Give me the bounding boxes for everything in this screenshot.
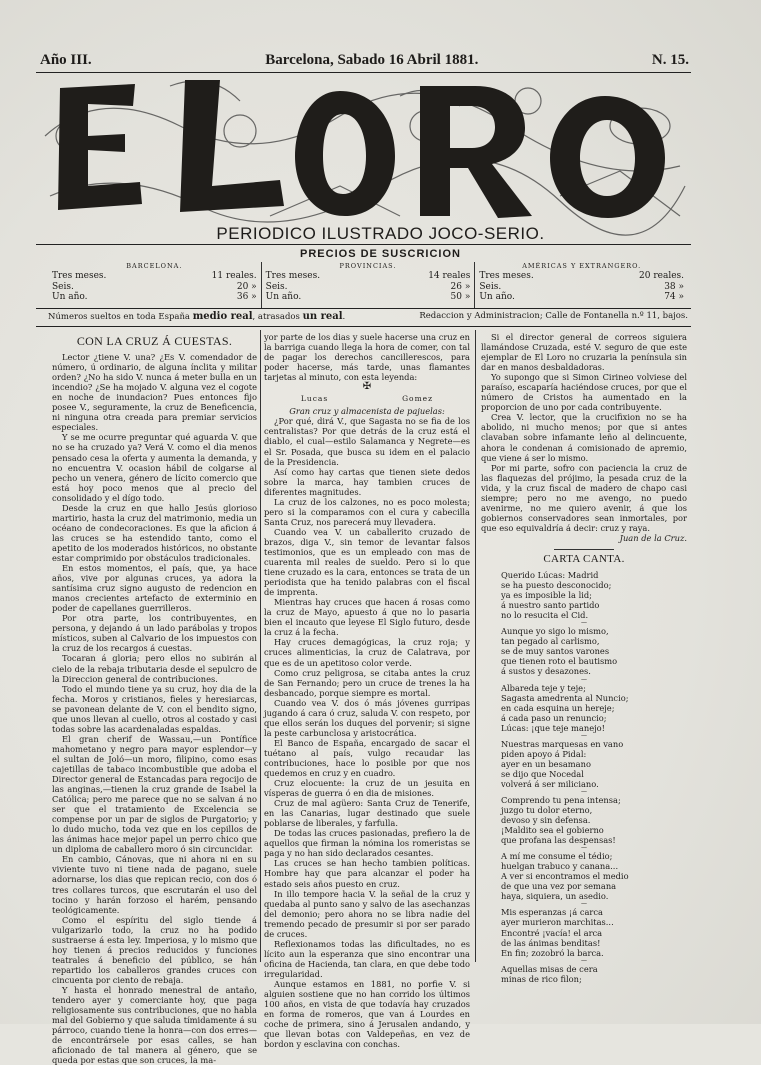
top-rule bbox=[36, 72, 691, 73]
paragraph: Yo supongo que si Simon Cirineo volviese del paraíso, escaparía haciéndose cruces, por que el número de Cristos ha aumentado en la proporcion de uno por cada contribuyente. bbox=[481, 372, 687, 413]
subscription-title: PRECIOS DE SUSCRICION bbox=[300, 248, 461, 260]
paragraph: Cuando vea V. un caballerito cruzado de brazos, diga V., sin temor de levantar falsos testimonios, que es un empleado con mas de cuarenta mil reales de sueldo. Pero si lo que tiene cruzado es la cara, entonces se trata de un periodista que ha tenido palabras con el fiscal de imprenta. bbox=[264, 526, 470, 598]
paragraph: El Banco de España, encargado de sacar el tuétano al país, vulgo recaudar las contribuciones, hace lo posible por que nos quedemos en cruz y en cuadro. bbox=[264, 737, 470, 779]
year-label: Año III. bbox=[40, 52, 92, 68]
section-divider bbox=[554, 549, 614, 550]
article-title: CON LA CRUZ Á CUESTAS. bbox=[76, 334, 233, 348]
paragraph: El gran cherif de Wassau,—un Pontífice mahometano y negro para mayor esplendor—y el sultan de Joló—un moro, filipino, como esas cajetillas de tabaco incombustible que adoba el Director general de Estancadas para regocijo de las anginas,—tienen la cruz grande de Isabel la Católica; pero me parece que no se salvan á no ser que el tratamiento de Excelencia se compense por un par de siglos de Purgatorio; y lo dudo mucho, toda vez que en los cepillos de las ánimas hace mejor papel un perro chico que un diploma de caballero moro ó sin circuncidar. bbox=[52, 733, 257, 855]
paragraph: Por otra parte, los contribuyentes, en persona, y dejando á un lado parábolas y tropos místicos, suben al Calvario de los impuestos con la cruz de los recargos á cuestas. bbox=[52, 613, 257, 654]
column-rule-2 bbox=[475, 330, 476, 962]
header-line bbox=[40, 52, 689, 69]
paragraph: Todo el mundo tiene ya su cruz, hoy dia de la fecha. Moros y cristianos, fieles y heresiarcas, se pavonean delante de V. con el bendito signo, que unos llevan al cuello, otros al costado y casi todas sobre las acardenaladas espaldas. bbox=[52, 683, 257, 734]
masthead-subtitle: PERIODICO ILUSTRADO JOCO-SERIO. bbox=[216, 224, 545, 243]
column-1 bbox=[52, 332, 257, 1065]
rates-provincias: PROVINCIAS. Tres meses. 14 reales Seis. 26 » Un año. 50 » bbox=[261, 262, 475, 308]
paragraph: ¿Por qué, dirá V., que Sagasta no se fia de los centralistas? Por que detrás de la cruz está el diablo, el cual—estilo Salamanca y Negrete—es el Sr. Posada, que busca su idem en el palacio de la Presidencia. bbox=[264, 416, 470, 467]
paragraph: Cuando vea V. dos ó más jóvenes gurripas jugando á cara ó cruz, saluda V. con respeto, por que ellos serán los duques del porvenir; si signe la peste carbunclosa y aristocrática. bbox=[264, 697, 470, 738]
paragraph: Como el espíritu del siglo tiende á vulgarizarlo todo, la cruz no ha podido sustraerse á esta ley. Imperiosa, y lo mismo que hoy tienen á precios reducidos y funciones teatrales á beneficio del público, se hán repartido los caballeros grandes cruces con cincuenta por ciento de rebaja. bbox=[52, 914, 257, 985]
card-name: Lucas Gomez bbox=[300, 394, 434, 404]
price-notice: Números sueltos en toda España medio real, atrasados un real. bbox=[48, 311, 346, 322]
paragraph: De todas las cruces pasionadas, prefiero la de aquellos que firman la nómina los romeristas se paga y no han sido declarados cesantes. bbox=[264, 828, 470, 859]
rates-barcelona: BARCELONA. Tres meses. 11 reales. Seis. 20 » Un año. 36 » bbox=[52, 262, 257, 302]
paragraph: Como cruz peligrosa, se citaba antes la cruz de San Fernando; pero un cruce de trenes la ha desbancado, porque siempre es mortal. bbox=[264, 667, 470, 698]
card-line: Gran cruz y almacenista de pajuelas: bbox=[289, 406, 445, 417]
column-rule-1 bbox=[260, 330, 261, 962]
subtitle-rule bbox=[36, 244, 691, 245]
cross-symbol: ✠ bbox=[362, 381, 372, 393]
paragraph: Reflexionamos todas las dificultades, no es lícito aun la esperanza que sino encontrar una oficina de Hacienda, tan clara, en que debe todo irregularidad. bbox=[264, 938, 470, 979]
paragraph: Y se me ocurre preguntar qué aguarda V. que no se ha cruzado ya? Verá V. como el dia menos pensado cesa la oferta y aumenta la demanda, y no encuentra V. ocasion hábil de colgarse al pecho un venera, género de lícito comercio que está hoy poco menos que al precio del consolidado y el dígo todo. bbox=[52, 432, 257, 503]
paragraph: Desde la cruz en que hallo Jesús glorioso martirio, hasta la cruz del matrimonio, media un océano de condecoraciones. Es que la aficion á las cruces se ha estendido tanto, como el apetito de los moderados históricos, no obstante estar comprimido por obstáculos tradicionales. bbox=[52, 502, 257, 563]
paragraph: In illo tempore hacia V. la señal de la cruz y quedaba al punto sano y salvo de las asechanzas del demonio; pero ahora no se libra nadie del tremendo pecado de presumir si por ser parado de cruces. bbox=[264, 888, 470, 939]
address-notice: Redaccion y Administracion; Calle de Fontanella n.º 11, bajos. bbox=[419, 311, 688, 321]
column-3 bbox=[481, 332, 687, 984]
paragraph: En estos momentos, el país, que, ya hace años, vive por algunas cruces, ya adora la santísima cruz signo augusto de redencion en manos crecientes artefacto de exterminio en poder de capellanes guerrilleros. bbox=[52, 563, 257, 614]
paragraph: Si el director general de correos siguiera llamándose Cruzada, esté V. seguro de que este ejemplar de El Loro no cruzaria la península sin dar en manos desbaldadoras. bbox=[481, 332, 687, 373]
issue-number: N. 15. bbox=[651, 52, 689, 68]
paragraph: Aunque estamos en 1881, no porfie V. si alguien sostiene que no han corrido los últimos 100 años, en vista de que todavía hay cruzados en forma de romeros, que van á Lourdes en coche de primera, sino á Jerusalen andando, y que llevan botas con Valdepeñas, en vez de bordon y esclavina con conchas. bbox=[264, 979, 470, 1050]
paragraph: yor parte de los dias y suele hacerse una cruz en la barriga cuando llega la hora de comer, con tal de pagar los derechos cancillerescos, para poder hacerse, más tarde, unas flamantes tarjetas al minuto, con esta leyenda: bbox=[264, 332, 470, 383]
paragraph: Y hasta el honrado menestral de antaño, tendero ayer y comerciante hoy, que paga religiosamente sus contribuciones, que no habla mal del Gobierno y que saluda tímidamente á su párroco, cuando tiene la honra—con dos erres—de encontrársele por esas calles, se han aficionado de tal manera al género, que se queda por estas que son cruces, la ma- bbox=[52, 985, 257, 1065]
paragraph: En cambio, Cánovas, que ni ahora ni en su viviente tuvo ni tiene nada de pagano, suele adornarse, los dias que repican recio, con dos ó tres collares turcos, que escrutarán el uso del tocino y harán forzoso el harém, pensando teológicamente. bbox=[52, 854, 257, 915]
paragraph: Cruz de mal agüero: Santa Cruz de Tenerife, en las Canarias, lugar destinado que suele poblarse de liberales, y farfulla. bbox=[264, 798, 470, 829]
dateline: Barcelona, Sabado 16 Abril 1881. bbox=[265, 52, 479, 68]
rates-america: AMÉRICAS Y EXTRANGERO. Tres meses. 20 reales. Seis. 38 » Un año. 74 » bbox=[474, 262, 688, 308]
notice-rule bbox=[36, 326, 691, 327]
paragraph: Mientras hay cruces que hacen á rosas como la cruz de Mayo, apuesto á que no lo pasaria bien el incauto que leyese El Siglo futuro, desde la cruz á la fecha. bbox=[264, 597, 470, 638]
paragraph: Así como hay cartas que tienen siete dedos sobre la marca, hay tambien cruces de diferentes magnitudes. bbox=[264, 466, 470, 497]
poem-title: CARTA CANTA. bbox=[543, 552, 625, 565]
masthead-illustration bbox=[40, 76, 690, 226]
paragraph: La cruz de los calzones, no es poco molesta; pero si la comparamos con el cura y cabecilla Santa Cruz, nos parecerá muy llevadera. bbox=[264, 496, 470, 527]
paragraph: Crea V. lector, que la crucifixion no se ha abolido, ni mucho menos; por que si antes clavaban sobre infamante leño al delincuente, ahora le condenan á comisionado de apremio, que viene á ser lo mismo. bbox=[481, 412, 687, 463]
notice-line bbox=[48, 311, 688, 322]
paragraph: Las cruces se han hecho tambien políticas. Hombre hay que para alcanzar el poder ha estado seis años puesto en cruz. bbox=[264, 858, 470, 889]
subscription-rates bbox=[48, 262, 688, 308]
paragraph: Hay cruces demagógicas, la cruz roja; y cruces alimenticias, la cruz de Calatrava, por que es de un apetitoso color verde. bbox=[264, 637, 470, 668]
paragraph: Lector ¿tiene V. una? ¿Es V. comendador de número, ú ordinario, de alguna ínclita y militar orden? ¿No ha sido V. nunca á meter bulla en un incendio? ¿Se ha mojado V. alguna vez el cogote en noche de inundacion? Pues entonces fijo posee V., seguramente, la cruz de Beneficencia, ni ninguna otra creada para premiar servicios especiales. bbox=[52, 352, 257, 433]
poem: Querido Lúcas: Madrid se ha puesto desconocido; ya es imposible la lid; á nuestro santo partido no lo resucita el Cid. — Aunque yo sigo lo mismo, tan pegado al carlismo, se de muy santos varones que tienen roto el bautismo á sustos y desazones. — Albareda teje y teje; Sagasta amedrenta al Nuncio; en cada esquina un hereje; á cada paso un renuncio; Lúcas: ¡que teje manejo! — Nuestras marquesas en vano piden apoyo á Pidal: ayer en un besamano se dijo que Nocedal volverá á ser miliciano. — Comprendo tu pena intensa; juzgo tu dolor eterno, devoso y sin defensa. ¡Maldito sea el gobierno que profana las despensas! — A mí me consume el tédio; huelgan trabuco y canana... A ver si encontramos el medio de que una vez por semana haya, siquiera, un asedio. — Mis esperanzas ¡á carca ayer murieron marchitas... Encontré ¡vacía! el arca de las ánimas benditas! En fin; zozobró la barca. — Aquellas misas de cera minas de rico filon; bbox=[501, 570, 629, 984]
paragraph: Tocaran á gloria; pero ellos no subirán al cielo de la rebaja tributaria desde el sepulcro de la Direccion general de contribuciones. bbox=[52, 653, 257, 684]
article-signature: Juan de la Cruz. bbox=[619, 532, 687, 543]
paragraph: Cruz elocuente: la cruz de un jesuita en vísperas de guerra ó en dia de misiones. bbox=[264, 778, 470, 799]
rates-rule bbox=[36, 308, 691, 309]
column-2 bbox=[264, 332, 470, 1050]
paragraph: Por mi parte, sofro con paciencia la cruz de las flaquezas del prójimo, la pesada cruz de la vida, y la cruz fiscal de madero de chapo casi siempre; pero no me avengo, no puedo avenirme, no me quiero avenir, á que los gobiernos conservadores sean inmortales, por que eso equivaldría á decir: cruz y raya. bbox=[481, 462, 687, 533]
